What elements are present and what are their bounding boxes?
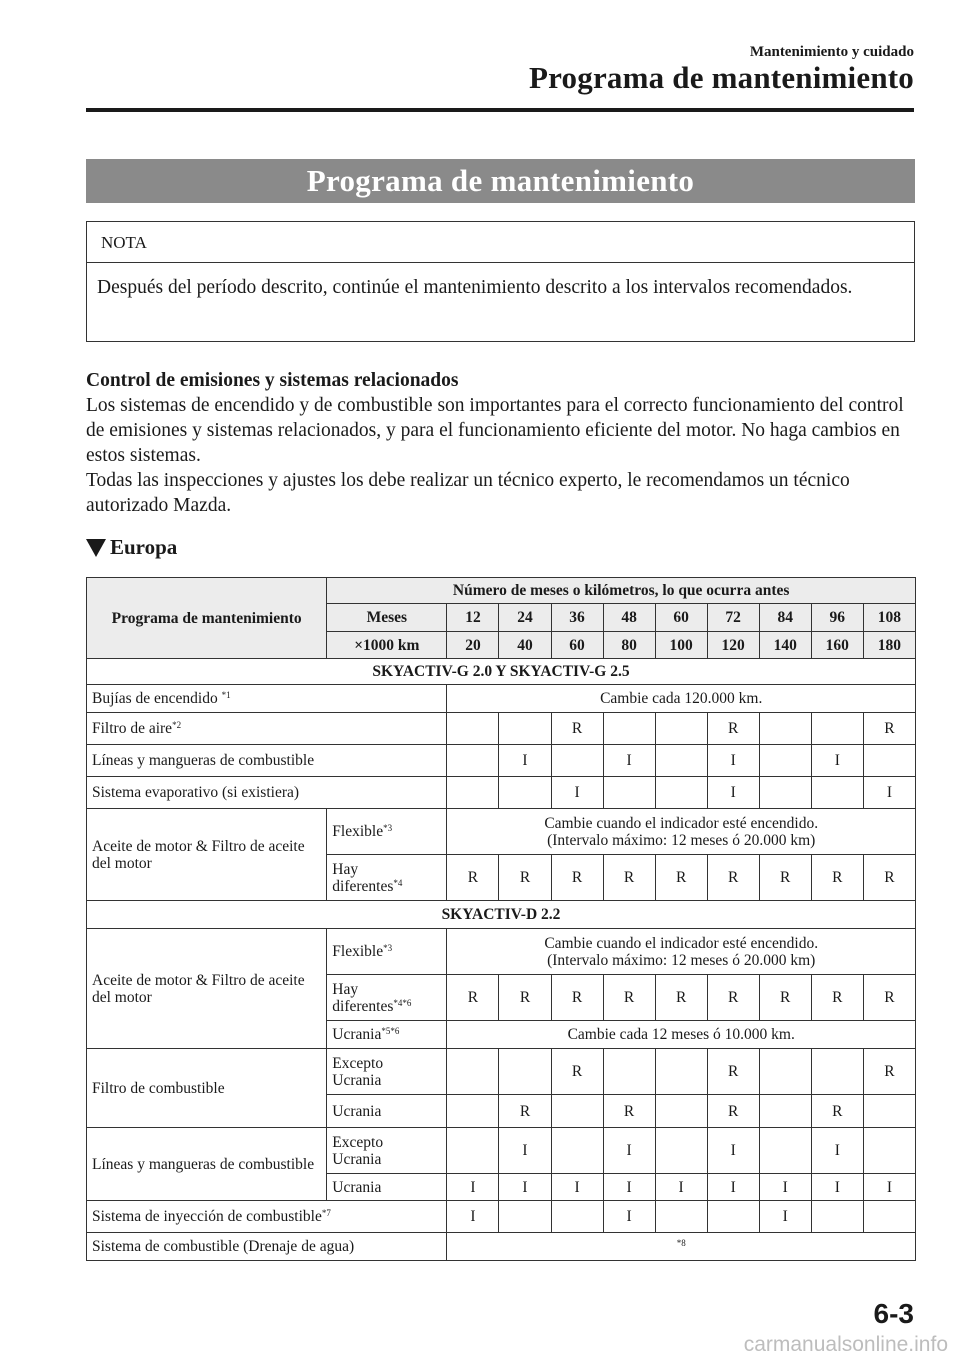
interval-cell xyxy=(863,1095,915,1128)
region-heading xyxy=(86,535,177,560)
interval-cell: R xyxy=(863,713,915,745)
interval-cell: I xyxy=(447,1174,499,1201)
interval-cell: R xyxy=(551,975,603,1021)
sub-label: Ucrania xyxy=(327,1174,447,1201)
interval-cell: R xyxy=(447,975,499,1021)
interval-cell xyxy=(759,1128,811,1174)
interval-cell: R xyxy=(447,855,499,901)
interval-cell: I xyxy=(707,1174,759,1201)
row-text: Cambie cada 120.000 km. xyxy=(447,685,916,713)
table-row xyxy=(87,713,916,745)
interval-cell: I xyxy=(603,1201,655,1233)
interval-cell: R xyxy=(759,855,811,901)
interval-cell xyxy=(655,1095,707,1128)
interval-cell: R xyxy=(707,1049,759,1095)
interval-cell: I xyxy=(603,745,655,777)
interval-cell: R xyxy=(499,975,551,1021)
interval-cell: R xyxy=(603,855,655,901)
interval-cell xyxy=(811,1201,863,1233)
table-corner-header: Programa de mantenimiento xyxy=(87,578,327,659)
row-label: Bujías de encendido $^{*1}$ xyxy=(87,685,447,713)
interval-cell: R xyxy=(707,855,759,901)
row-label: Sistema evaporativo (si existiera) xyxy=(87,777,447,809)
interval-cell xyxy=(863,1201,915,1233)
table-row xyxy=(87,929,916,975)
interval-cell: R xyxy=(707,975,759,1021)
table-row xyxy=(87,777,916,809)
sub-label: Excepto Ucrania xyxy=(327,1049,447,1095)
interval-cell: I xyxy=(707,777,759,809)
interval-cell xyxy=(603,713,655,745)
interval-cell: I xyxy=(551,777,603,809)
table-row xyxy=(87,1049,916,1095)
month-cell: 96 xyxy=(811,604,863,632)
interval-cell: R xyxy=(707,713,759,745)
table-row xyxy=(87,745,916,777)
interval-cell: R xyxy=(551,713,603,745)
table-row xyxy=(87,1233,916,1261)
month-cell: 108 xyxy=(863,604,915,632)
row-label: Líneas y mangueras de combustible xyxy=(87,745,447,777)
interval-cell xyxy=(603,777,655,809)
row-label: Sistema de combustible (Drenaje de agua) xyxy=(87,1233,447,1261)
month-cell: 72 xyxy=(707,604,759,632)
interval-cell: I xyxy=(603,1128,655,1174)
triangle-down-icon xyxy=(86,539,106,557)
interval-cell: R xyxy=(759,975,811,1021)
month-cell: 48 xyxy=(603,604,655,632)
row-text: Cambie cada 12 meses ó 10.000 km. xyxy=(447,1021,916,1049)
interval-cell: I xyxy=(811,1128,863,1174)
table-row xyxy=(87,809,916,855)
km-cell: 120 xyxy=(707,632,759,659)
interval-cell xyxy=(707,1201,759,1233)
row-text: Cambie cuando el indicador esté encendido. (Intervalo máximo: 12 meses ó 20.000 km) xyxy=(447,929,916,975)
header-subtitle: Mantenimiento y cuidado xyxy=(749,44,914,60)
note-title: NOTA xyxy=(87,222,914,263)
interval-cell xyxy=(863,1128,915,1174)
interval-cell xyxy=(551,1095,603,1128)
interval-cell xyxy=(499,1049,551,1095)
interval-cell xyxy=(551,745,603,777)
interval-cell: I xyxy=(811,1174,863,1201)
interval-cell xyxy=(655,1128,707,1174)
km-cell: 80 xyxy=(603,632,655,659)
interval-cell xyxy=(499,1201,551,1233)
interval-cell: R xyxy=(603,975,655,1021)
interval-cell xyxy=(759,1049,811,1095)
row-label: Líneas y mangueras de combustible xyxy=(87,1128,327,1201)
interval-cell: R xyxy=(863,975,915,1021)
interval-cell: I xyxy=(655,1174,707,1201)
maintenance-table xyxy=(86,577,916,1261)
interval-cell xyxy=(447,1095,499,1128)
interval-cell xyxy=(655,745,707,777)
interval-cell: R xyxy=(655,855,707,901)
interval-cell: R xyxy=(551,1049,603,1095)
months-label: Meses xyxy=(327,604,447,632)
note-box xyxy=(86,221,915,342)
interval-cell: I xyxy=(707,745,759,777)
interval-cell xyxy=(551,1201,603,1233)
interval-cell xyxy=(811,777,863,809)
interval-cell xyxy=(759,745,811,777)
interval-cell: I xyxy=(499,745,551,777)
section-paragraph-2: Todas las inspecciones y ajustes los debe realizar un técnico experto, le recomendamos un técnico autorizado Mazda. xyxy=(86,470,850,516)
interval-cell: I xyxy=(707,1128,759,1174)
interval-cell xyxy=(655,777,707,809)
interval-cell xyxy=(447,1128,499,1174)
row-label: Sistema de inyección de combustible$^{*7}$ xyxy=(87,1201,447,1233)
month-cell: 36 xyxy=(551,604,603,632)
interval-cell xyxy=(655,713,707,745)
row-label: Aceite de motor & Filtro de aceite del motor xyxy=(87,809,327,901)
interval-cell: R xyxy=(551,855,603,901)
interval-cell: R xyxy=(863,855,915,901)
interval-cell xyxy=(499,777,551,809)
sub-label: Excepto Ucrania xyxy=(327,1128,447,1174)
interval-cell: R xyxy=(499,855,551,901)
interval-cell xyxy=(863,745,915,777)
interval-cell: R xyxy=(811,1095,863,1128)
interval-cell: R xyxy=(603,1095,655,1128)
interval-cell: I xyxy=(551,1174,603,1201)
interval-cell: I xyxy=(863,1174,915,1201)
table-row xyxy=(87,1128,916,1174)
header-rule xyxy=(86,108,914,112)
section-row-diesel: SKYACTIV-D 2.2 xyxy=(87,901,916,929)
row-label: Filtro de aire$^{*2}$ xyxy=(87,713,447,745)
section-paragraph-1: Los sistemas de encendido y de combustible son importantes para el correcto funcionamiento del control de emisiones y sistemas relacionados, y para el funcionamiento eficiente del motor. No haga cambios en estos sistemas. xyxy=(86,395,904,466)
interval-cell: I xyxy=(759,1201,811,1233)
month-cell: 24 xyxy=(499,604,551,632)
interval-cell xyxy=(759,777,811,809)
table-row xyxy=(87,685,916,713)
interval-cell xyxy=(551,1128,603,1174)
header-title: Programa de mantenimiento xyxy=(529,60,914,95)
row-label: Aceite de motor & Filtro de aceite del motor xyxy=(87,929,327,1049)
interval-cell: R xyxy=(811,975,863,1021)
sub-label: Ucrania xyxy=(327,1095,447,1128)
km-cell: 20 xyxy=(447,632,499,659)
month-cell: 84 xyxy=(759,604,811,632)
row-label: Filtro de combustible xyxy=(87,1049,327,1128)
interval-cell: I xyxy=(863,777,915,809)
interval-cell: I xyxy=(759,1174,811,1201)
interval-cell: I xyxy=(447,1201,499,1233)
row-text: *8 xyxy=(447,1233,916,1261)
watermark: carmanualsonline.info xyxy=(743,1333,948,1356)
table-row xyxy=(87,1201,916,1233)
interval-cell: I xyxy=(499,1174,551,1201)
interval-cell xyxy=(811,713,863,745)
section-row-gasoline: SKYACTIV-G 2.0 Y SKYACTIV-G 2.5 xyxy=(87,659,916,685)
interval-cell xyxy=(447,777,499,809)
page-number: 6-3 xyxy=(873,1298,914,1329)
sub-label: Hay diferentes$^{*4*6}$ xyxy=(327,975,447,1021)
km-cell: 100 xyxy=(655,632,707,659)
km-cell: 60 xyxy=(551,632,603,659)
interval-cell xyxy=(811,1049,863,1095)
interval-cell: R xyxy=(499,1095,551,1128)
interval-cell xyxy=(655,1201,707,1233)
interval-cell xyxy=(603,1049,655,1095)
km-cell: 160 xyxy=(811,632,863,659)
interval-cell: R xyxy=(811,855,863,901)
interval-cell: I xyxy=(499,1128,551,1174)
month-cell: 12 xyxy=(447,604,499,632)
sub-label: Hay diferentes$^{*4}$ xyxy=(327,855,447,901)
sub-label: Ucrania$^{*5*6}$ xyxy=(327,1021,447,1049)
interval-cell: I xyxy=(811,745,863,777)
km-label: ×1000 km xyxy=(327,632,447,659)
interval-cell xyxy=(447,745,499,777)
km-cell: 140 xyxy=(759,632,811,659)
row-text: Cambie cuando el indicador esté encendido. (Intervalo máximo: 12 meses ó 20.000 km) xyxy=(447,809,916,855)
interval-cell: R xyxy=(863,1049,915,1095)
emissions-section xyxy=(86,368,916,518)
interval-cell xyxy=(655,1049,707,1095)
month-cell: 60 xyxy=(655,604,707,632)
region-label: Europa xyxy=(110,535,178,559)
sub-label: Flexible$^{*3}$ xyxy=(327,929,447,975)
interval-cell xyxy=(759,1095,811,1128)
interval-cell: I xyxy=(603,1174,655,1201)
section-banner: Programa de mantenimiento xyxy=(86,159,915,203)
km-cell: 180 xyxy=(863,632,915,659)
interval-cell: R xyxy=(655,975,707,1021)
interval-cell xyxy=(499,713,551,745)
sub-label: Flexible$^{*3}$ xyxy=(327,809,447,855)
km-cell: 40 xyxy=(499,632,551,659)
section-heading: Control de emisiones y sistemas relacionados xyxy=(86,370,459,391)
note-text: Después del período descrito, continúe el mantenimiento descrito a los intervalos recomendados. xyxy=(97,277,853,298)
interval-cell: R xyxy=(707,1095,759,1128)
interval-cell xyxy=(447,1049,499,1095)
interval-cell xyxy=(759,713,811,745)
interval-cell xyxy=(447,713,499,745)
table-top-header: Número de meses o kilómetros, lo que ocurra antes xyxy=(327,578,916,604)
